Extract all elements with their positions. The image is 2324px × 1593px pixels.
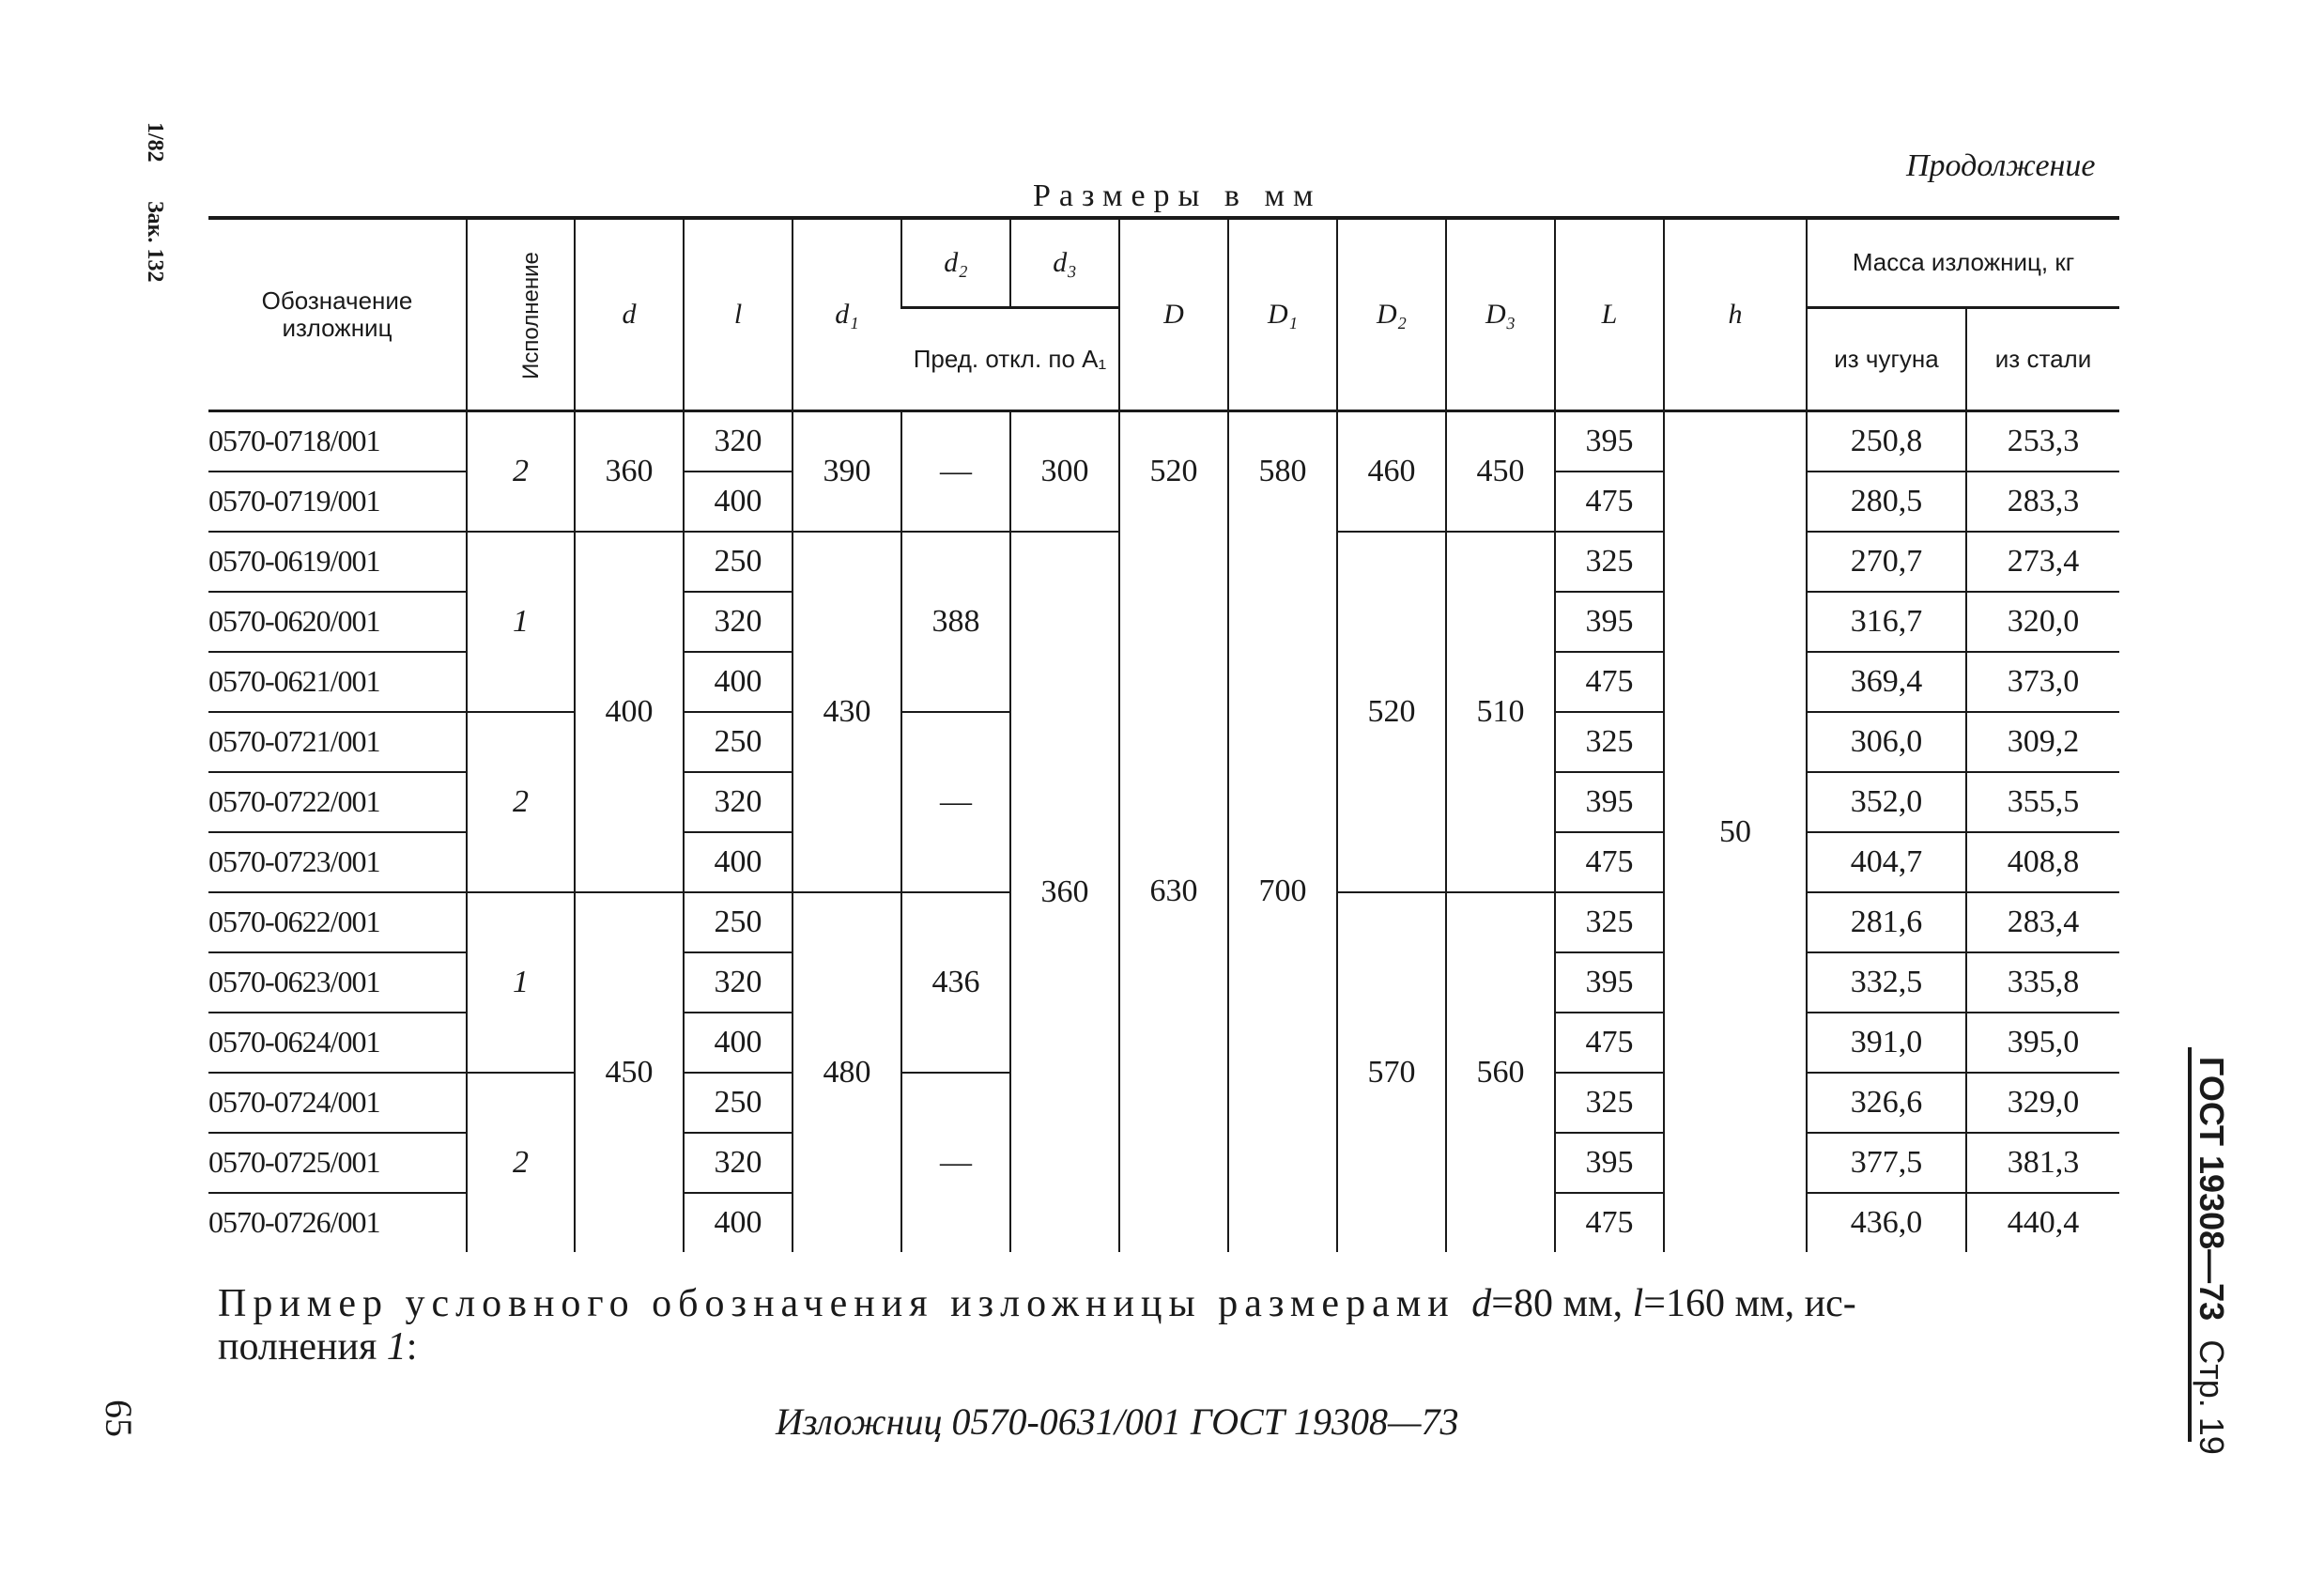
header-execution [467, 218, 575, 410]
gost-side-title: ГОСТ 19308—73 [2193, 1057, 2231, 1322]
mass-iron-cell: 369,4 [1807, 652, 1966, 712]
row-code: 0570-0721/001 [208, 712, 467, 772]
header-d: d [575, 218, 684, 410]
dimensions-table [208, 216, 2119, 1252]
L-cell: 325 [1555, 1073, 1664, 1133]
exec-group: 1 [467, 892, 575, 1073]
D1-group: 580 [1228, 410, 1337, 532]
d2-group: — [901, 1073, 1010, 1252]
D2-group: 460 [1337, 410, 1446, 532]
L-cell: 475 [1555, 1193, 1664, 1252]
header-h: h [1664, 218, 1807, 410]
header-D3: D₃ [1446, 218, 1555, 410]
mass-iron-cell: 306,0 [1807, 712, 1966, 772]
mass-steel-cell: 408,8 [1966, 832, 2119, 892]
l-cell: 250 [684, 1073, 793, 1133]
L-cell: 395 [1555, 1133, 1664, 1193]
l-cell: 320 [684, 410, 793, 472]
example-designation: Изложниц 0570-0631/001 ГОСТ 19308—73 [776, 1400, 1459, 1443]
header-designation: Обозначение изложниц [208, 218, 467, 410]
left-margin-note [130, 122, 186, 357]
mass-steel-cell: 283,3 [1966, 472, 2119, 532]
D2-group: 570 [1337, 892, 1446, 1252]
exec-group: 1 [467, 532, 575, 712]
row-code: 0570-0620/001 [208, 592, 467, 652]
L-cell: 475 [1555, 472, 1664, 532]
mass-steel-cell: 253,3 [1966, 410, 2119, 472]
l-cell: 400 [684, 652, 793, 712]
header-mass: Масса изложниц, кг [1807, 218, 2119, 307]
row-code: 0570-0718/001 [208, 410, 467, 472]
header-d3: d₃ [1010, 218, 1119, 307]
mass-steel-cell: 320,0 [1966, 592, 2119, 652]
header-tolerance: Пред. откл. по A₁ [901, 307, 1119, 410]
example-eq-l: =160 мм, ис- [1643, 1282, 1856, 1325]
row-code: 0570-0725/001 [208, 1133, 467, 1193]
mass-steel-cell: 283,4 [1966, 892, 2119, 952]
d1-group: 390 [793, 410, 901, 532]
l-cell: 250 [684, 892, 793, 952]
d1-group: 430 [793, 532, 901, 892]
margin-order: Зак. 132 [143, 201, 167, 283]
mass-steel-cell: 381,3 [1966, 1133, 2119, 1193]
header-d1: d₁ [793, 218, 901, 410]
header-D: D [1119, 218, 1228, 410]
l-cell: 320 [684, 1133, 793, 1193]
row-code: 0570-0719/001 [208, 472, 467, 532]
d3-group: 360 [1010, 532, 1119, 1252]
L-cell: 325 [1555, 712, 1664, 772]
exec-group: 2 [467, 712, 575, 892]
example-lead: Пример условного обозначения [218, 1282, 934, 1325]
D-group: 520 [1119, 410, 1228, 532]
mass-iron-cell: 316,7 [1807, 592, 1966, 652]
mass-steel-cell: 273,4 [1966, 532, 2119, 592]
header-D2: D₂ [1337, 218, 1446, 410]
d2-group: — [901, 712, 1010, 892]
d2-group: 436 [901, 892, 1010, 1073]
l-cell: 400 [684, 832, 793, 892]
example-text1: изложницы размерами [933, 1282, 1472, 1325]
mass-steel-cell: 329,0 [1966, 1073, 2119, 1133]
d2-group: — [901, 410, 1010, 532]
mass-iron-cell: 377,5 [1807, 1133, 1966, 1193]
page-number: 65 [98, 1400, 140, 1437]
example-eq-d: =80 мм, [1491, 1282, 1633, 1325]
mass-steel-cell: 309,2 [1966, 712, 2119, 772]
L-cell: 395 [1555, 952, 1664, 1013]
D3-group: 510 [1446, 532, 1555, 892]
L-cell: 395 [1555, 592, 1664, 652]
example-exec: 1 [386, 1325, 407, 1369]
D3-group: 560 [1446, 892, 1555, 1252]
exec-group: 2 [467, 410, 575, 532]
l-cell: 320 [684, 772, 793, 832]
example-text2: полнения [218, 1325, 387, 1369]
D1-group: 700 [1228, 532, 1337, 1252]
row-code: 0570-0621/001 [208, 652, 467, 712]
L-cell: 475 [1555, 832, 1664, 892]
header-l: l [684, 218, 793, 410]
mass-steel-cell: 335,8 [1966, 952, 2119, 1013]
table-caption: Размеры в мм [1033, 178, 1322, 213]
row-code: 0570-0623/001 [208, 952, 467, 1013]
L-cell: 475 [1555, 1013, 1664, 1073]
d3-group: 300 [1010, 410, 1119, 532]
L-cell: 395 [1555, 772, 1664, 832]
l-cell: 250 [684, 532, 793, 592]
l-cell: 400 [684, 472, 793, 532]
l-cell: 400 [684, 1193, 793, 1252]
l-cell: 250 [684, 712, 793, 772]
row-code: 0570-0722/001 [208, 772, 467, 832]
row-code: 0570-0723/001 [208, 832, 467, 892]
row-code: 0570-0724/001 [208, 1073, 467, 1133]
d-group: 450 [575, 892, 684, 1252]
L-cell: 475 [1555, 652, 1664, 712]
margin-fraction: 1/82 [143, 122, 167, 162]
gost-side-page: Стр. 19 [2193, 1339, 2231, 1455]
row-code: 0570-0726/001 [208, 1205, 380, 1239]
mass-iron-cell: 326,6 [1807, 1073, 1966, 1133]
row-code: 0570-0622/001 [208, 892, 467, 952]
D3-group: 450 [1446, 410, 1555, 532]
d2-group: 388 [901, 532, 1010, 712]
example-var-l: l [1632, 1282, 1644, 1325]
header-cast-iron: из чугуна [1807, 307, 1966, 410]
header-D1: D₁ [1228, 218, 1337, 410]
mass-iron-cell: 352,0 [1807, 772, 1966, 832]
header-steel: из стали [1966, 307, 2119, 410]
example-colon: : [406, 1325, 418, 1369]
d-group: 360 [575, 410, 684, 532]
row-code: 0570-0619/001 [208, 532, 467, 592]
header-L: L [1555, 218, 1664, 410]
example-var-d: d [1471, 1282, 1492, 1325]
mass-iron-cell: 436,0 [1807, 1193, 1966, 1252]
l-cell: 400 [684, 1013, 793, 1073]
example-paragraph [218, 1282, 2115, 1369]
D-group: 630 [1119, 532, 1228, 1252]
mass-steel-cell: 373,0 [1966, 652, 2119, 712]
L-cell: 395 [1555, 410, 1664, 472]
l-cell: 320 [684, 952, 793, 1013]
gost-side-label [2188, 1057, 2235, 1470]
mass-steel-cell: 395,0 [1966, 1013, 2119, 1073]
mass-iron-cell: 281,6 [1807, 892, 1966, 952]
exec-group: 2 [467, 1073, 575, 1252]
mass-iron-cell: 250,8 [1807, 410, 1966, 472]
L-cell: 325 [1555, 532, 1664, 592]
header-execution-text: Исполнение [517, 251, 544, 379]
mass-steel-cell: 440,4 [1966, 1193, 2119, 1252]
D2-group: 520 [1337, 532, 1446, 892]
l-cell: 320 [684, 592, 793, 652]
L-cell: 325 [1555, 892, 1664, 952]
row-code: 0570-0624/001 [208, 1013, 467, 1073]
header-d2: d₂ [901, 218, 1010, 307]
d1-group: 480 [793, 892, 901, 1252]
d-group: 400 [575, 532, 684, 892]
mass-iron-cell: 270,7 [1807, 532, 1966, 592]
mass-iron-cell: 391,0 [1807, 1013, 1966, 1073]
mass-steel-cell: 355,5 [1966, 772, 2119, 832]
mass-iron-cell: 280,5 [1807, 472, 1966, 532]
mass-iron-cell: 404,7 [1807, 832, 1966, 892]
h-group: 50 [1664, 410, 1807, 1252]
continuation-label: Продолжение [1906, 148, 2096, 183]
mass-iron-cell: 332,5 [1807, 952, 1966, 1013]
